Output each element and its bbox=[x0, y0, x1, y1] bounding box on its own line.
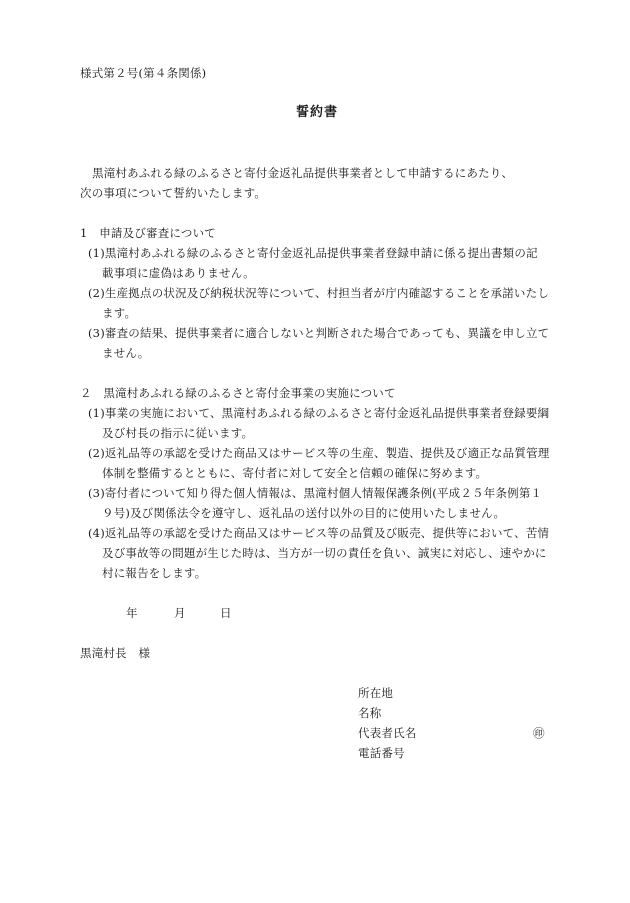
date-month: 月 bbox=[174, 606, 186, 620]
section-2-heading: ２ 黒滝村あふれる緑のふるさと寄付金事業の実施について bbox=[80, 386, 396, 400]
section-2-item-1: (1)事業の実施において、黒滝村あふれる緑のふるさと寄付金返礼品提供事業者登録要綱 bbox=[88, 406, 550, 420]
seal-mark: ㊞ bbox=[533, 726, 545, 740]
section-1-item-3-cont: ません。 bbox=[102, 346, 150, 360]
section-2-item-4: (4)返礼品等の承認を受けた商品又はサービス等の品質及び販売、提供等において、苦情 bbox=[88, 526, 550, 540]
section-1-item-3: (3)審査の結果、提供事業者に適合しないと判断された場合であっても、異議を申し立て bbox=[88, 326, 550, 340]
section-2-item-4-cont-2: 村に報告をします。 bbox=[102, 566, 207, 580]
section-1-item-1: (1)黒滝村あふれる緑のふるさと寄付金返礼品提供事業者登録申請に係る提出書類の記 bbox=[88, 246, 538, 260]
section-1-item-2-cont: ます。 bbox=[102, 306, 137, 320]
address-label: 所在地 bbox=[358, 686, 394, 700]
document-title: 誓約書 bbox=[296, 105, 339, 120]
section-2-item-2: (2)返礼品等の承認を受けた商品又はサービス等の生産、製造、提供及び適正な品質管理 bbox=[88, 446, 550, 460]
section-1-item-2: (2)生産拠点の状況及び納税状況等について、村担当者が庁内確認することを承諾いたし bbox=[88, 286, 550, 300]
section-2-item-1-cont: 及び村長の指示に従います。 bbox=[102, 426, 254, 440]
section-2-item-3: (3)寄付者について知り得た個人情報は、黒滝村個人情報保護条例(平成２５年条例第１ bbox=[88, 486, 543, 500]
section-2-item-3-cont: ９号)及び関係法令を遵守し、返礼品の送付以外の目的に使用いたしません。 bbox=[102, 506, 506, 520]
section-1-heading: 1 申請及び審査について bbox=[80, 226, 216, 240]
date-day: 日 bbox=[220, 606, 232, 620]
name-label: 名称 bbox=[358, 706, 382, 720]
section-2-item-2-cont: 体制を整備するとともに、寄付者に対して安全と信頼の確保に努めます。 bbox=[102, 466, 488, 480]
phone-label: 電話番号 bbox=[358, 746, 405, 760]
form-number: 様式第２号(第４条関係) bbox=[80, 66, 207, 80]
addressee: 黒滝村長 様 bbox=[80, 646, 151, 660]
intro-line-1: 黒滝村あふれる緑のふるさと寄付金返礼品提供事業者として申請するにあたり、 bbox=[92, 166, 514, 180]
intro-line-2: 次の事項について誓約いたします。 bbox=[80, 186, 267, 200]
representative-label: 代表者氏名 bbox=[358, 726, 417, 740]
section-2-item-4-cont: 及び事故等の問題が生じた時は、当方が一切の責任を負い、誠実に対応し、速やかに bbox=[102, 546, 547, 560]
section-1-item-1-cont: 載事項に虚偽はありません。 bbox=[102, 266, 255, 280]
date-year: 年 bbox=[126, 606, 138, 620]
